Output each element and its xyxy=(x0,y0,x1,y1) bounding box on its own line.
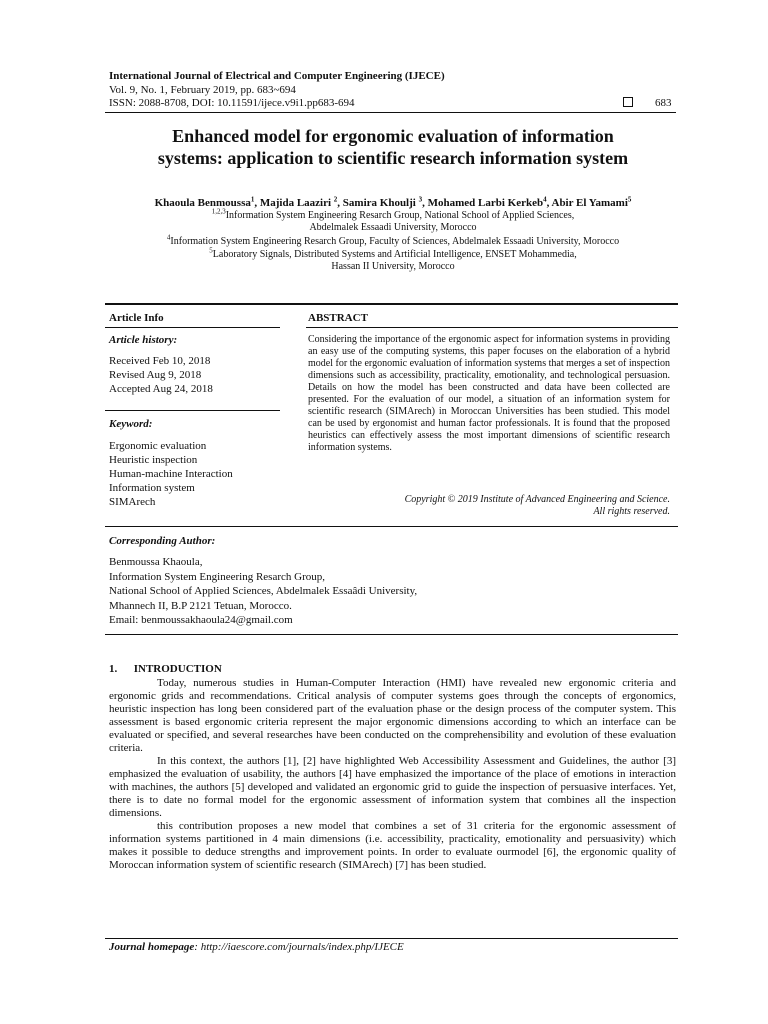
corresponding-line: Information System Engineering Resarch Group, xyxy=(109,570,325,583)
affiliation-text: Information System Engineering Resarch Group, National School of Applied Sciences, xyxy=(225,210,575,221)
corresponding-line: Mhannech II, B.P 2121 Tetuan, Morocco. xyxy=(109,599,292,612)
info-bottom-rule xyxy=(105,526,678,527)
keyword-item: SIMArech xyxy=(109,496,156,508)
affiliation-text: Hassan II University, Morocco xyxy=(331,261,455,272)
author-sup: 1 xyxy=(250,195,255,204)
author-name: Samira Khoulji xyxy=(342,197,416,209)
author-name: Khaoula Benmoussa xyxy=(154,197,251,209)
author-name: Abir El Yamami xyxy=(551,197,628,209)
history-item: Received Feb 10, 2018 xyxy=(109,355,211,367)
homepage-label: Journal homepage xyxy=(109,941,195,953)
abstract-text: Considering the importance of the ergonomic aspect for information systems in providing an easy use of the computing systems, this paper focuses on the elaboration of a hybrid model for the ergonomic evaluation of information systems that merges a set of inspection dimensions such as accessibility, practicality, emotionality, and technological persuasion. Details on how the model has been constructed and data have been collected are presented. For the evaluation of our model, a situation of an information system for scientific research (SIMArech) in Moroccan Universities has been studied. This model can be used by ergonomist and human factor professionals. It is found that the proposed heuristics can effectively assess the most important dimensions of scientific research information systems. xyxy=(308,334,670,453)
abstract-heading: ABSTRACT xyxy=(308,312,368,324)
history-item: Revised Aug 9, 2018 xyxy=(109,369,202,381)
title-line-2: systems: application to scientific research information system xyxy=(157,148,629,168)
volume-info: Vol. 9, No. 1, February 2019, pp. 683~694 xyxy=(109,84,296,96)
issn-doi: ISSN: 2088-8708, DOI: 10.11591/ijece.v9i1.pp683-694 xyxy=(109,97,355,109)
corresponding-rule xyxy=(105,634,678,635)
introduction-body xyxy=(109,677,676,872)
journal-name: International Journal of Electrical and Computer Engineering (IJECE) xyxy=(109,70,445,82)
corresponding-details xyxy=(109,555,669,628)
affiliation-3 xyxy=(100,246,686,273)
corresponding-heading: Corresponding Author: xyxy=(109,535,216,547)
history-list xyxy=(109,354,299,396)
affiliation-sup: 1,2,3 xyxy=(211,207,226,216)
author-name: Mohamed Larbi Kerkeb xyxy=(427,197,544,209)
copyright-notice xyxy=(308,494,670,518)
author-sup: 4 xyxy=(543,195,547,204)
journal-homepage: Journal homepage: http://iaescore.com/journals/index.php/IJECE xyxy=(109,941,404,953)
corresponding-email: Email: benmoussakhaoula24@gmail.com xyxy=(109,614,293,626)
author-list: Khaoula Benmoussa$^1$, Majida Laaziri $^2$, Samira Khoulji $^3$, Mohamed Larbi Kerkeb$^4$, Abir El Yamami$^5$ xyxy=(154,195,632,209)
author-sup: 5 xyxy=(627,195,632,204)
paper-title xyxy=(100,125,686,169)
paragraph: Today, numerous studies in Human-Computer Interaction (HMI) have revealed new ergonomic criteria and ergonomic grids and recommendations. Critical analysis of computer systems goes through the concepts of ergonomics, heuristic inspection has long been considered part of the evaluation phase or the design process of the computer system. This assessment is based ergonomic criteria represent the major ergonomic dimensions according to which an interface can be evaluated or specified, and several researches have been conducted on the comprehensibility and evolution of these evaluation criteria. xyxy=(109,677,676,754)
corresponding-line: Benmoussa Khaoula, xyxy=(109,556,203,568)
affiliation-sup: 5 xyxy=(209,246,213,255)
header-rule xyxy=(105,112,676,113)
affiliation-2 xyxy=(100,233,686,248)
info-top-rule xyxy=(105,303,678,305)
keyword-item: Human-machine Interaction xyxy=(109,468,233,480)
keyword-item: Information system xyxy=(109,482,195,494)
info-heading-rule xyxy=(105,327,280,328)
affiliation-text: Abdelmalek Essaadi University, Morocco xyxy=(309,222,477,233)
paragraph: this contribution proposes a new model that combines a set of 31 criteria for the ergonomic assessment of information systems partitioned in 4 main dimensions (i.e. accessibility, practicality, emotionality and persuasivity) which makes it possible to deduce strengths and improvement points. In order to evaluate ourmodel [6], the ergonomic quality of Moroccan information system of scientific research (SIMArech) [7] has been studied. xyxy=(109,820,676,871)
copyright-line: Copyright © 2019 Institute of Advanced Engineering and Science. xyxy=(404,494,670,505)
history-heading: Article history: xyxy=(109,334,178,346)
paragraph: In this context, the authors [1], [2] have highlighted Web Accessibility Assessment and Guidelines, the author [3] emphasized the evaluation of usability, the authors [4] have emphasized the importance of the place of emotions in interaction with machines, the authors [5] developed and validated an ergonomic grid to guide the inspection of persuasive interfaces. Yet, there is to date no formal model for the ergonomic assessment of information system that combines all the inspection dimensions. xyxy=(109,755,676,819)
affiliation-sup: 4 xyxy=(166,233,171,242)
page-number: 683 xyxy=(655,97,672,109)
copyright-line: All rights reserved. xyxy=(593,506,670,517)
square-icon xyxy=(623,97,633,107)
affiliation-text: Information System Engineering Resarch Group, Faculty of Sciences, Abdelmalek Essaadi University, Morocco xyxy=(170,236,620,247)
keyword-list xyxy=(109,439,299,509)
article-info-heading: Article Info xyxy=(109,312,164,324)
author-name: Majida Laaziri xyxy=(259,197,332,209)
affiliation-1 xyxy=(100,207,686,234)
author-sup: 3 xyxy=(418,195,423,204)
title-line-1: Enhanced model for ergonomic evaluation of information xyxy=(172,126,614,146)
author-sup: 2 xyxy=(333,195,338,204)
keyword-item: Ergonomic evaluation xyxy=(109,440,207,452)
section-heading-introduction: 1. INTRODUCTION xyxy=(109,663,222,675)
footer-rule xyxy=(105,938,678,939)
history-rule xyxy=(105,410,280,411)
history-item: Accepted Aug 24, 2018 xyxy=(109,383,213,395)
keyword-heading: Keyword: xyxy=(109,418,153,430)
keyword-item: Heuristic inspection xyxy=(109,454,198,466)
homepage-link[interactable]: http://iaescore.com/journals/index.php/IJECE xyxy=(200,941,404,953)
corresponding-line: National School of Applied Sciences, Abdelmalek Essaâdi University, xyxy=(109,585,418,597)
abstract-heading-rule xyxy=(306,327,678,328)
affiliation-text: Laboratory Signals, Distributed Systems and Artificial Intelligence, ENSET Mohammedia, xyxy=(212,249,577,260)
